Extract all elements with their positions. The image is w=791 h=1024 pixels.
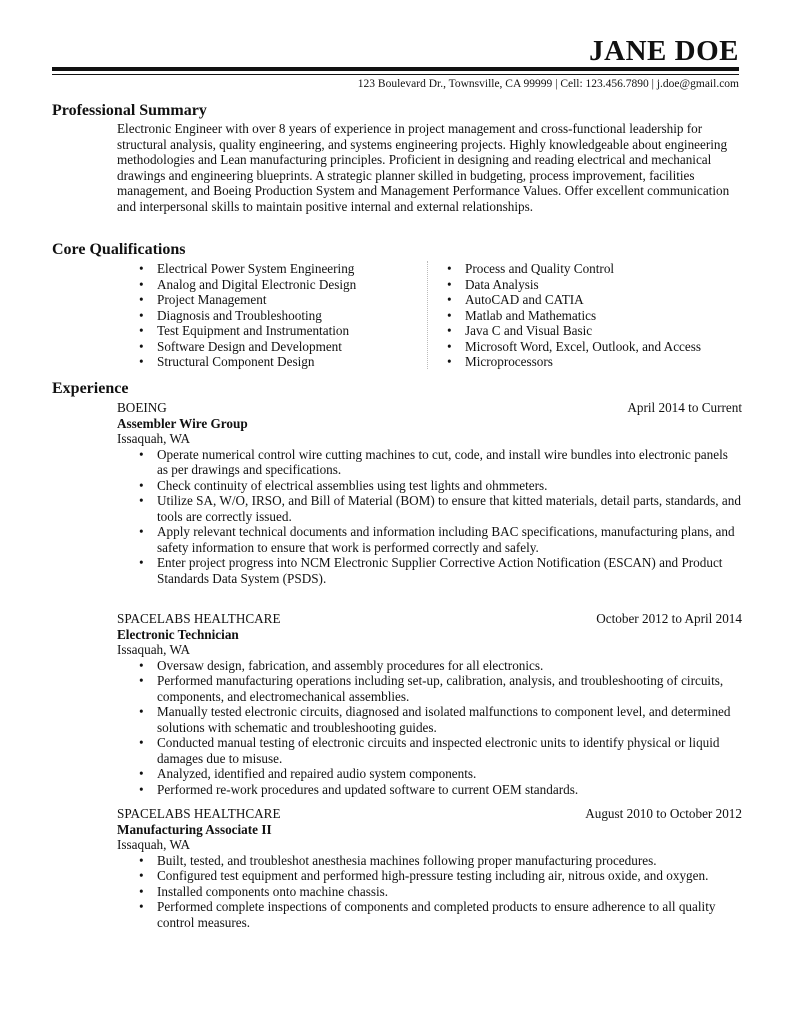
qualifications-divider (427, 261, 428, 369)
job-duties (117, 853, 742, 931)
job-dates: August 2010 to October 2012 (585, 806, 742, 821)
job-duties (117, 658, 742, 798)
job-entry-spacelabs-associate (117, 806, 742, 930)
job-duty-item: • Conducted manual testing of electronic circuits and inspected electronic units to identify physical or liquid damages due to misuse. (117, 735, 742, 766)
job-title: Assembler Wire Group (117, 415, 248, 431)
job-duty-item: • Operate numerical control wire cutting machines to cut, code, and install wire bundles into electronic panels as per drawings and specifications. (117, 447, 742, 478)
job-duty-item: • Installed components onto machine chassis. (117, 884, 742, 900)
header-rule-thin (52, 74, 739, 75)
job-duty-item: • Oversaw design, fabrication, and assembly procedures for all electronics. (117, 658, 742, 674)
qualification-item: • Diagnosis and Troubleshooting (139, 308, 356, 324)
qualification-item: • Data Analysis (447, 277, 701, 293)
summary-text: Electronic Engineer with over 8 years of experience in project management and cross-functional leadership for structural analysis, quality engineering, and systems engineering projects. Highly knowledgeable about engineering methodologies and Lean manufacturing principles. Proficient in designing and reading electrical and mechanical drawings and engineering blueprints. A strategic planner skilled in budgeting, process improvement, facilities management, and Boeing Production System and Management Performance Values. Offer excellent communication and interpersonal skills to maintain positive internal and external relationships. (117, 121, 730, 214)
job-duty-item: • Utilize SA, W/O, IRSO, and Bill of Material (BOM) to ensure that kitted materials, detail parts, standards, and tools are correctly issued. (117, 493, 742, 524)
job-location: Issaquah, WA (117, 431, 191, 446)
job-duty-item: • Performed re-work procedures and updated software to current OEM standards. (117, 782, 742, 798)
qualification-item: • Microprocessors (447, 354, 701, 370)
job-duty-item: • Configured test equipment and performed high-pressure testing including air, nitrous oxide, and oxygen. (117, 868, 742, 884)
qualifications-list (117, 261, 742, 373)
section-title-experience: Experience (52, 380, 129, 397)
job-dates: April 2014 to Current (627, 400, 742, 415)
qualification-item: • Test Equipment and Instrumentation (139, 323, 356, 339)
qualification-item: • Microsoft Word, Excel, Outlook, and Access (447, 339, 701, 355)
contact-info: 123 Boulevard Dr., Townsville, CA 99999 | Cell: 123.456.7890 | j.doe@gmail.com (357, 78, 739, 90)
job-company: BOEING (117, 400, 167, 415)
job-dates: October 2012 to April 2014 (596, 611, 742, 626)
job-header (117, 611, 742, 627)
qualifications-right-column (447, 261, 701, 370)
job-company: SPACELABS HEALTHCARE (117, 806, 281, 821)
qualification-item: • Structural Component Design (139, 354, 356, 370)
job-duty-item: • Performed complete inspections of components and completed products to ensure adherence to all quality control measures. (117, 899, 742, 930)
qualification-item: • Process and Quality Control (447, 261, 701, 277)
qualification-item: • Matlab and Mathematics (447, 308, 701, 324)
qualification-item: • Electrical Power System Engineering (139, 261, 356, 277)
job-title: Electronic Technician (117, 626, 239, 642)
job-title: Manufacturing Associate II (117, 821, 272, 837)
qualification-item: • Project Management (139, 292, 356, 308)
qualification-item: • Analog and Digital Electronic Design (139, 277, 356, 293)
job-duty-item: • Apply relevant technical documents and information including BAC specifications, manufacturing plans, and safety information to ensure that work is performed correctly and safely. (117, 524, 742, 555)
qualification-item: • Java C and Visual Basic (447, 323, 701, 339)
qualifications-left-column (139, 261, 356, 370)
job-duty-item: • Manually tested electronic circuits, diagnosed and isolated malfunctions to component level, and determined solutions with schematic and troubleshooting guides. (117, 704, 742, 735)
job-header (117, 400, 742, 416)
job-duty-item: • Analyzed, identified and repaired audio system components. (117, 766, 742, 782)
job-duty-item: • Enter project progress into NCM Electronic Supplier Corrective Action Notification (ESCAN) and Product Standards Data System (PSDS). (117, 555, 742, 586)
section-title-qualifications: Core Qualifications (52, 241, 186, 258)
job-company: SPACELABS HEALTHCARE (117, 611, 281, 626)
job-location: Issaquah, WA (117, 642, 191, 657)
header-rule-thick (52, 67, 739, 71)
section-title-summary: Professional Summary (52, 102, 207, 119)
qualification-item: • Software Design and Development (139, 339, 356, 355)
job-duty-item: • Check continuity of electrical assemblies using test lights and ohmmeters. (117, 478, 742, 494)
candidate-name: JANE DOE (589, 35, 739, 67)
job-entry-spacelabs-technician (117, 611, 742, 797)
job-location: Issaquah, WA (117, 837, 191, 852)
job-duty-item: • Built, tested, and troubleshot anesthesia machines following proper manufacturing procedures. (117, 853, 742, 869)
job-entry-boeing (117, 400, 742, 586)
job-duty-item: • Performed manufacturing operations including set-up, calibration, analysis, and troubleshooting of circuits, components, and electromechanical assemblies. (117, 673, 742, 704)
job-duties (117, 447, 742, 587)
job-header (117, 806, 742, 822)
qualification-item: • AutoCAD and CATIA (447, 292, 701, 308)
